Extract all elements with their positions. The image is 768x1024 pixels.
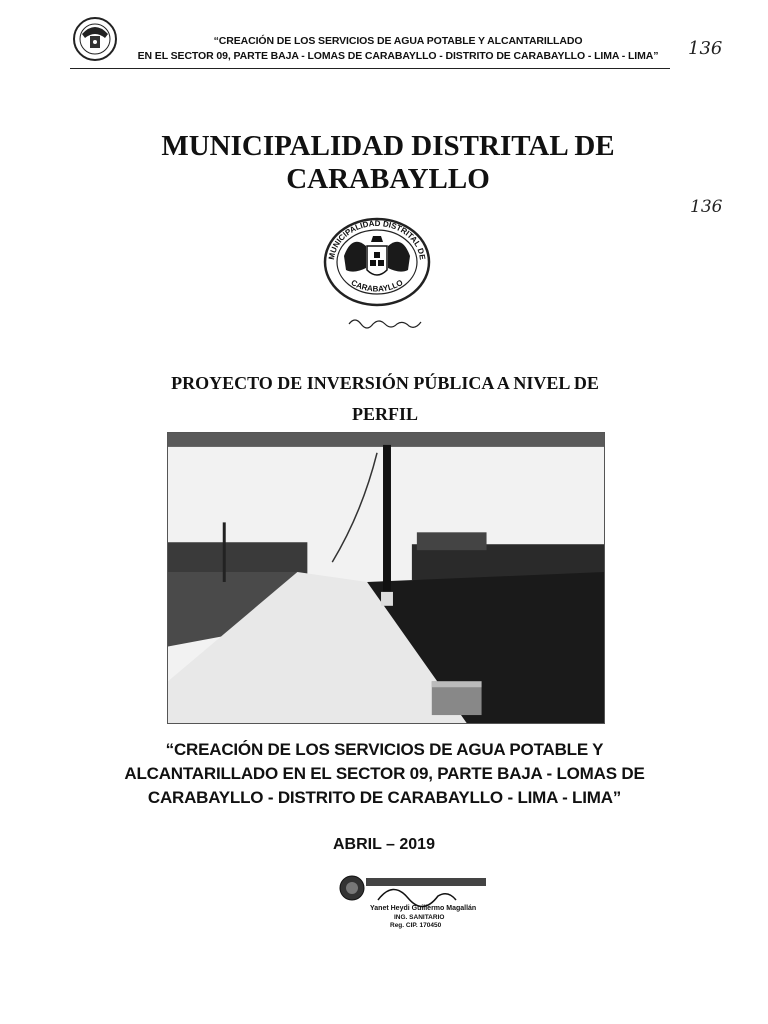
street-photo [167,432,605,724]
header-line-2: EN EL SECTOR 09, PARTE BAJA - LOMAS DE CARABAYLLO - DISTRITO DE CARABAYLLO - LIMA - LIMA” [137,50,659,62]
seal-ring-bottom-text: CARABAYLLO [349,277,405,294]
header-line-1: “CREACIÓN DE LOS SERVICIOS DE AGUA POTABLE Y ALCANTARILLADO [213,35,583,47]
header-project-title [118,34,678,64]
subtitle-line-1: PROYECTO DE INVERSIÓN PÚBLICA A NIVEL DE [171,373,599,393]
subtitle-line-2: PERFIL [351,404,418,424]
project-title-line-3: CARABAYLLO - DISTRITO DE CARABAYLLO - LIMA - LIMA” [147,788,622,807]
title-line-1: MUNICIPALIDAD DISTRITAL DE [161,130,615,162]
title-line-2: CARABAYLLO [286,163,490,195]
stamp-registration: Reg. CIP. 170450 [390,922,442,929]
project-full-title [112,738,657,810]
project-title-line-1: “CREACIÓN DE LOS SERVICIOS DE AGUA POTABLE Y [165,740,604,759]
engineer-signature-stamp [338,870,498,932]
header-divider [70,68,670,69]
municipal-seal-icon [322,216,432,308]
stamp-name: Yanet Heydi Guillermo Magallán [370,905,477,912]
seal-ring-top-text: MUNICIPALIDAD DISTRITAL DE [326,218,427,261]
page-title [100,130,676,196]
document-date: ABRIL – 2019 [333,836,435,853]
handwritten-page-number: 136 [688,38,723,59]
signature-scribble-icon [345,312,425,332]
project-title-line-2: ALCANTARILLADO EN EL SECTOR 09, PARTE BAJA - LOMAS DE [124,764,645,783]
handwritten-page-number: 136 [690,197,723,217]
svg-text:CARABAYLLO [350,278,405,294]
municipal-emblem-icon [72,16,118,62]
project-type-heading [120,368,650,430]
stamp-title: ING. SANITARIO [394,914,445,921]
